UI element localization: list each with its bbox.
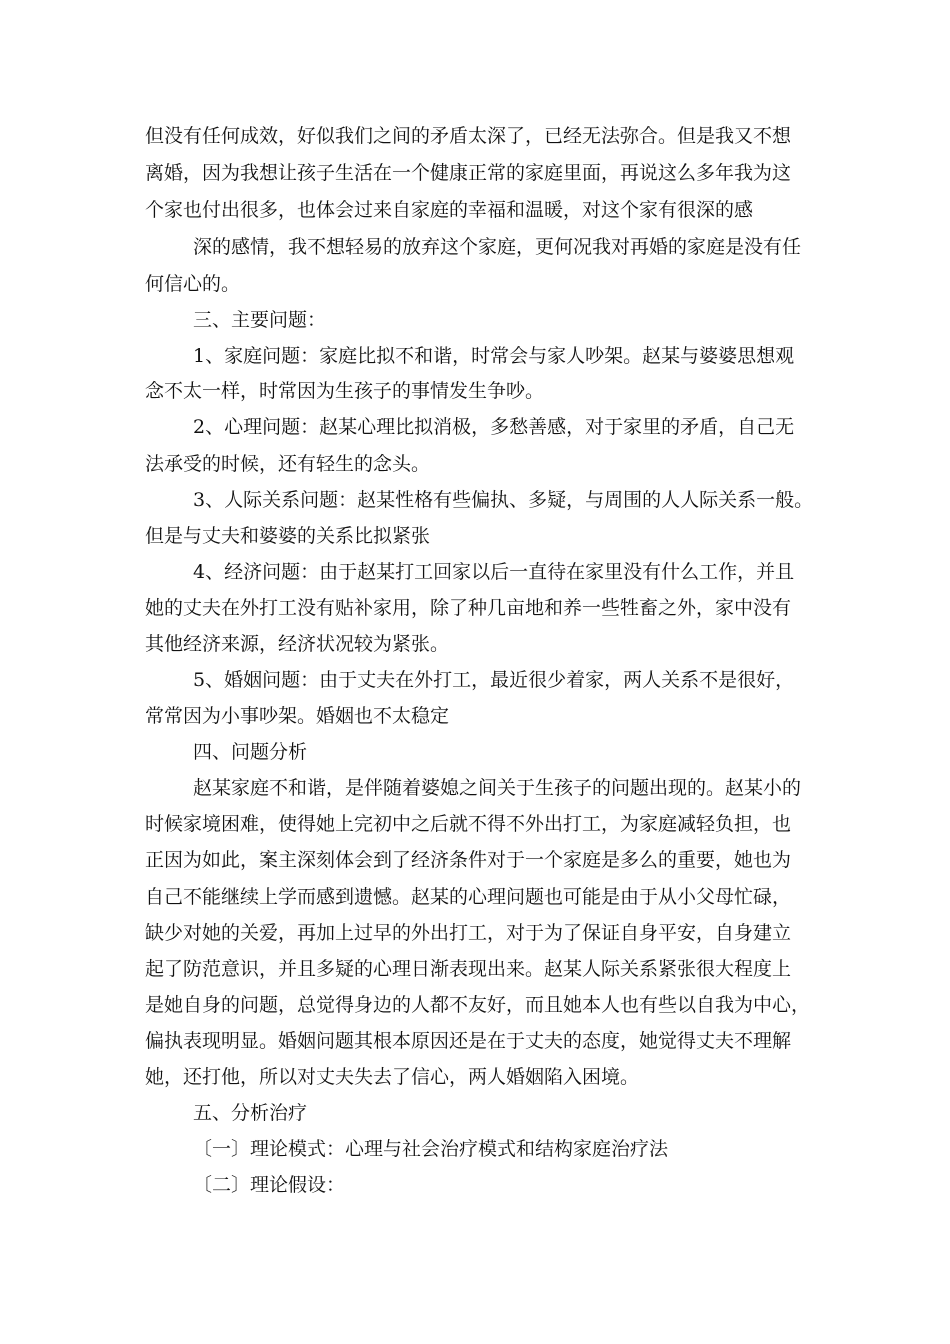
text-line: 但没有任何成效，好似我们之间的矛盾太深了，已经无法弥合。但是我又不想 <box>145 125 792 147</box>
section-heading: 三、主要问题： <box>193 309 327 331</box>
text-line: 4、经济问题：由于赵某打工回家以后一直待在家里没有什么工作，并且 <box>193 561 795 583</box>
text-line: 3、人际关系问题：赵某性格有些偏执、多疑，与周围的人人际关系一般。 <box>193 489 814 511</box>
text-line: 但是与丈夫和婆婆的关系比拟紧张 <box>145 525 431 547</box>
text-line: 赵某家庭不和谐，是伴随着婆媳之间关于生孩子的问题出现的。赵某小的 <box>193 777 802 799</box>
text-line: 正因为如此，案主深刻体会到了经济条件对于一个家庭是多么的重要，她也为 <box>145 849 792 871</box>
text-line: 她，还打他，所以对丈夫失去了信心，两人婚姻陷入困境。 <box>145 1066 640 1088</box>
text-line: 法承受的时候，还有轻生的念头。 <box>145 453 431 475</box>
text-line: 她的丈夫在外打工没有贴补家用，除了种几亩地和养一些牲畜之外，家中没有 <box>145 597 792 619</box>
text-line: 1、家庭问题：家庭比拟不和谐，时常会与家人吵架。赵某与婆婆思想观 <box>193 345 795 367</box>
section-heading: 五、分析治疗 <box>193 1102 308 1124</box>
text-line: 5、婚姻问题：由于丈夫在外打工，最近很少着家，两人关系不是很好， <box>193 669 795 691</box>
subsection-heading: 〔一〕理论模式：心理与社会治疗模式和结构家庭治疗法 <box>193 1138 669 1160</box>
subsection-heading: 〔二〕理论假设： <box>193 1174 346 1196</box>
text-line: 2、心理问题：赵某心理比拟消极，多愁善感，对于家里的矛盾，自己无 <box>193 416 795 438</box>
section-heading: 四、问题分析 <box>193 741 308 763</box>
text-line: 缺少对她的关爱，再加上过早的外出打工，对于为了保证自身平安，自身建立 <box>145 922 792 944</box>
text-line: 自己不能继续上学而感到遗憾。赵某的心理问题也可能是由于从小父母忙碌， <box>145 886 792 908</box>
text-line: 个家也付出很多，也体会过来自家庭的幸福和温暖，对这个家有很深的感 <box>145 199 754 221</box>
text-line: 何信心的。 <box>145 273 241 295</box>
text-line: 念不太一样，时常因为生孩子的事情发生争吵。 <box>145 380 545 402</box>
text-line: 时候家境困难，使得她上完初中之后就不得不外出打工，为家庭减轻负担，也 <box>145 813 792 835</box>
text-line: 常常因为小事吵架。婚姻也不太稳定 <box>145 705 450 727</box>
text-line: 其他经济来源，经济状况较为紧张。 <box>145 633 450 655</box>
text-line: 起了防范意识，并且多疑的心理日渐表现出来。赵某人际关系紧张很大程度上 <box>145 958 792 980</box>
text-line: 离婚，因为我想让孩子生活在一个健康正常的家庭里面，再说这么多年我为这 <box>145 162 792 184</box>
text-line: 是她自身的问题，总觉得身边的人都不友好，而且她本人也有些以自我为中心， <box>145 994 811 1016</box>
text-line: 深的感情，我不想轻易的放弃这个家庭，更何况我对再婚的家庭是没有任 <box>193 236 802 258</box>
text-line: 偏执表现明显。婚姻问题其根本原因还是在于丈夫的态度，她觉得丈夫不理解 <box>145 1030 792 1052</box>
